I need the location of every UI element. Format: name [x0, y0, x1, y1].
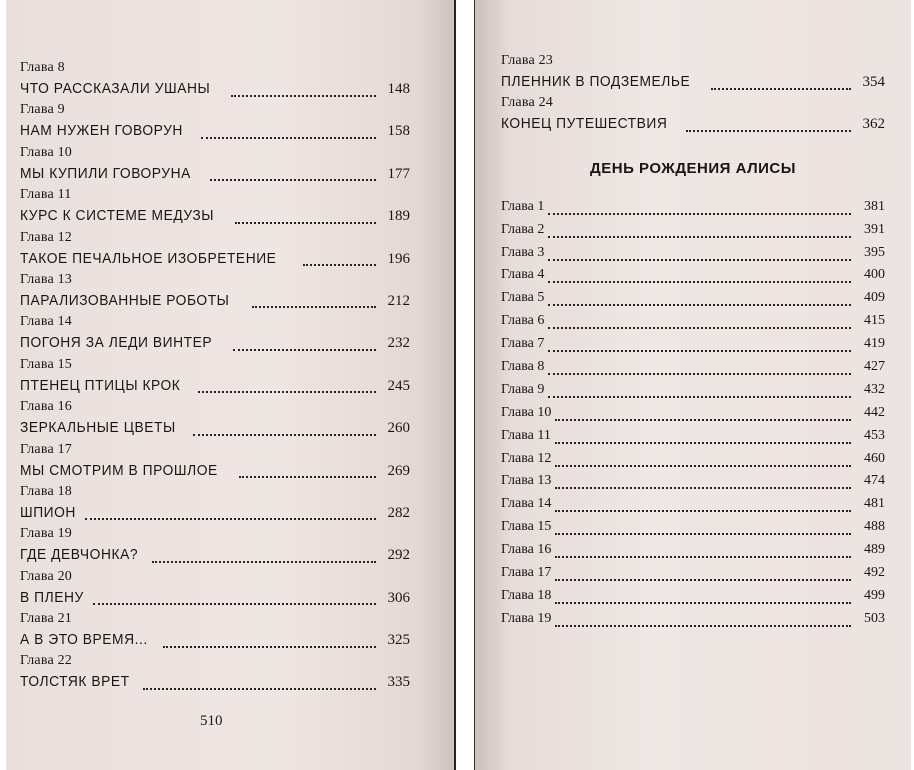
toc-entry: [20, 144, 410, 186]
dot-leader: [235, 221, 376, 224]
section-toc-row: [501, 402, 885, 425]
chapter-row: [20, 162, 410, 186]
dot-leader: [555, 441, 851, 444]
chapter-label: Глава 14: [20, 314, 72, 330]
chapter-title: НАМ НУЖЕН ГОВОРУН: [20, 122, 183, 140]
chapter-label: Глава 15: [20, 356, 72, 372]
section-toc-row: [501, 196, 885, 219]
section-toc-row: [501, 448, 885, 471]
dot-leader: [555, 555, 851, 558]
dot-leader: [233, 348, 376, 351]
chapter-label: Глава 11: [501, 427, 551, 443]
page-number: 391: [864, 221, 885, 237]
chapter-label: Глава 1: [501, 198, 545, 214]
page-number: 177: [387, 165, 410, 182]
page-number: 488: [864, 519, 885, 535]
page-number: 453: [864, 427, 885, 443]
toc-entry: [20, 568, 410, 610]
page-folio: 510: [200, 713, 223, 729]
page-number: 158: [387, 123, 410, 140]
chapter-label: Глава 5: [501, 290, 545, 306]
page-number: 232: [387, 335, 410, 352]
page-number: 400: [864, 267, 885, 283]
dot-leader: [548, 326, 851, 329]
chapter-label: Глава 4: [501, 267, 545, 283]
section-toc-row: [501, 379, 885, 402]
section-toc-row: [501, 219, 885, 242]
section-toc-row: [501, 585, 885, 608]
chapter-title: ПТЕНЕЦ ПТИЦЫ КРОК: [20, 376, 181, 394]
chapter-title: ПЛЕННИК В ПОДЗЕМЕЛЬЕ: [501, 73, 691, 90]
chapter-label: Глава 9: [501, 381, 545, 397]
chapter-row: [20, 586, 410, 610]
chapter-label: Глава 21: [20, 611, 72, 627]
page-number: 489: [864, 542, 885, 558]
chapter-label: Глава 8: [501, 359, 545, 375]
toc-entry: [20, 313, 410, 355]
right-toc-list: [501, 52, 885, 631]
chapter-title: ПАРАЛИЗОВАННЫЕ РОБОТЫ: [20, 291, 230, 309]
page-number: 189: [387, 208, 410, 225]
chapter-row: [20, 374, 410, 398]
page-number: 427: [864, 359, 885, 375]
page-number: 419: [864, 336, 885, 352]
page-number: 245: [387, 377, 410, 394]
dot-leader: [548, 212, 851, 215]
toc-entry: [20, 186, 410, 228]
chapter-label: Глава 24: [501, 95, 553, 111]
page-number: 395: [864, 244, 885, 260]
page-number: 335: [387, 674, 410, 691]
chapter-label: Глава 6: [501, 313, 545, 329]
dot-leader: [555, 464, 851, 467]
dot-leader: [210, 178, 376, 181]
dot-leader: [252, 305, 376, 308]
dot-leader: [303, 263, 376, 266]
chapter-title: В ПЛЕНУ: [20, 588, 84, 606]
chapter-label: Глава 19: [501, 610, 552, 626]
page-number: 354: [862, 74, 885, 90]
dot-leader: [555, 509, 851, 512]
page-number: 409: [864, 290, 885, 306]
page-number: 306: [387, 589, 410, 606]
page-number: 503: [864, 610, 885, 626]
chapter-label: Глава 12: [20, 229, 72, 245]
page-number: 481: [864, 496, 885, 512]
chapter-label: Глава 2: [501, 221, 545, 237]
toc-entry: [20, 229, 410, 271]
dot-leader: [548, 349, 851, 352]
dot-leader: [548, 280, 851, 283]
section-toc-row: [501, 493, 885, 516]
page-number: 292: [387, 547, 410, 564]
book-gutter: [458, 0, 474, 770]
toc-entry: [20, 483, 410, 525]
chapter-label: Глава 16: [20, 399, 72, 415]
section-toc-row: [501, 287, 885, 310]
section-toc-row: [501, 264, 885, 287]
section-toc-row: [501, 242, 885, 265]
dot-leader: [555, 601, 851, 604]
chapter-row: [20, 119, 410, 143]
toc-entry: [20, 271, 410, 313]
section-toc-row: [501, 470, 885, 493]
chapter-row: [501, 112, 885, 136]
chapter-row: [20, 628, 410, 652]
chapter-label: Глава 10: [20, 144, 72, 160]
section-toc-entries: [501, 196, 885, 631]
chapter-title: ЗЕРКАЛЬНЫЕ ЦВЕТЫ: [20, 419, 176, 437]
dot-leader: [163, 645, 376, 648]
chapter-label: Глава 18: [20, 483, 72, 499]
chapter-row: [20, 670, 410, 694]
toc-entry: [20, 356, 410, 398]
page-number: 499: [864, 587, 885, 603]
dot-leader: [85, 517, 376, 520]
chapter-row: [20, 289, 410, 313]
chapter-label: Глава 9: [20, 102, 65, 118]
chapter-title: МЫ СМОТРИМ В ПРОШЛОЕ: [20, 461, 218, 479]
chapter-label: Глава 8: [20, 60, 65, 75]
toc-entry: [20, 610, 410, 652]
chapter-label: Глава 20: [20, 568, 72, 584]
dot-leader: [548, 303, 851, 306]
page-number: 492: [864, 565, 885, 581]
chapter-title: МЫ КУПИЛИ ГОВОРУНА: [20, 164, 191, 182]
dot-leader: [198, 390, 376, 393]
chapter-title: А В ЭТО ВРЕМЯ...: [20, 631, 148, 649]
chapter-title: КОНЕЦ ПУТЕШЕСТВИЯ: [501, 115, 668, 133]
dot-leader: [548, 235, 851, 238]
page-number: 260: [387, 420, 410, 437]
dot-leader: [711, 87, 851, 90]
chapter-label: Глава 3: [501, 244, 545, 260]
chapter-label: Глава 7: [501, 336, 545, 352]
dot-leader: [548, 258, 851, 261]
chapter-label: Глава 22: [20, 653, 72, 669]
section-toc-row: [501, 356, 885, 379]
dot-leader: [152, 560, 376, 563]
page-number: 432: [864, 381, 885, 397]
toc-entry: [20, 652, 410, 694]
chapter-label: Глава 14: [501, 496, 552, 512]
dot-leader: [201, 136, 376, 139]
section-toc-row: [501, 562, 885, 585]
chapter-label: Глава 16: [501, 542, 552, 558]
chapter-label: Глава 13: [501, 473, 552, 489]
toc-entry: [20, 59, 410, 101]
chapter-row: [20, 416, 410, 440]
toc-entry: [20, 398, 410, 440]
page-number: 148: [387, 81, 410, 97]
dot-leader: [555, 486, 851, 489]
page-number: 460: [864, 450, 885, 466]
dot-leader: [555, 418, 851, 421]
section-toc-row: [501, 516, 885, 539]
dot-leader: [555, 624, 851, 627]
section-toc-row: [501, 539, 885, 562]
dot-leader: [193, 433, 376, 436]
dot-leader: [548, 372, 851, 375]
chapter-row: [20, 543, 410, 567]
chapter-label: Глава 11: [20, 187, 72, 203]
toc-entry: [20, 101, 410, 143]
chapter-label: Глава 13: [20, 271, 72, 287]
chapter-label: Глава 17: [20, 441, 72, 457]
dot-leader: [239, 475, 376, 478]
dot-leader: [93, 602, 376, 605]
page-number: 381: [864, 198, 885, 214]
chapter-title: КУРС К СИСТЕМЕ МЕДУЗЫ: [20, 207, 215, 225]
right-toc-entries: [501, 52, 885, 137]
toc-entry: [501, 94, 885, 136]
section-toc-row: [501, 333, 885, 356]
chapter-title: ТОЛСТЯК ВРЕТ: [20, 673, 130, 691]
toc-entry: [20, 525, 410, 567]
chapter-row: [20, 77, 410, 101]
chapter-title: ПОГОНЯ ЗА ЛЕДИ ВИНТЕР: [20, 334, 213, 352]
section-toc-row: [501, 425, 885, 448]
chapter-label: Глава 17: [501, 565, 552, 581]
dot-leader: [686, 129, 851, 132]
page-number: 362: [862, 116, 885, 133]
chapter-row: [20, 331, 410, 355]
section-toc-row: [501, 608, 885, 631]
page-number: 196: [387, 250, 410, 267]
chapter-title: ТАКОЕ ПЕЧАЛЬНОЕ ИЗОБРЕТЕНИЕ: [20, 249, 277, 267]
toc-entry: [501, 52, 885, 94]
chapter-row: [20, 459, 410, 483]
page-number: 325: [387, 632, 410, 649]
chapter-label: Глава 23: [501, 53, 553, 68]
chapter-label: Глава 15: [501, 519, 552, 535]
left-toc-list: [20, 59, 410, 695]
toc-entry: [20, 441, 410, 483]
chapter-row: [20, 501, 410, 525]
chapter-label: Глава 19: [20, 526, 72, 542]
chapter-row: [20, 204, 410, 228]
section-toc-row: [501, 310, 885, 333]
dot-leader: [555, 532, 851, 535]
chapter-row: [501, 70, 885, 94]
section-heading: ДЕНЬ РОЖДЕНИЯ АЛИСЫ: [590, 159, 796, 177]
dot-leader: [548, 395, 851, 398]
chapter-label: Глава 10: [501, 404, 552, 420]
chapter-row: [20, 247, 410, 271]
dot-leader: [231, 94, 376, 97]
chapter-title: ГДЕ ДЕВЧОНКА?: [20, 546, 139, 564]
dot-leader: [555, 578, 851, 581]
page-number: 474: [864, 473, 885, 489]
page-number: 415: [864, 313, 885, 329]
page-number: 212: [387, 292, 410, 309]
page-number: 282: [387, 504, 410, 521]
chapter-label: Глава 18: [501, 587, 552, 603]
chapter-title: ЧТО РАССКАЗАЛИ УШАНЫ: [20, 80, 211, 97]
page-number: 442: [864, 404, 885, 420]
chapter-title: ШПИОН: [20, 503, 76, 521]
page-number: 269: [387, 462, 410, 479]
chapter-label: Глава 12: [501, 450, 552, 466]
dot-leader: [143, 687, 376, 690]
